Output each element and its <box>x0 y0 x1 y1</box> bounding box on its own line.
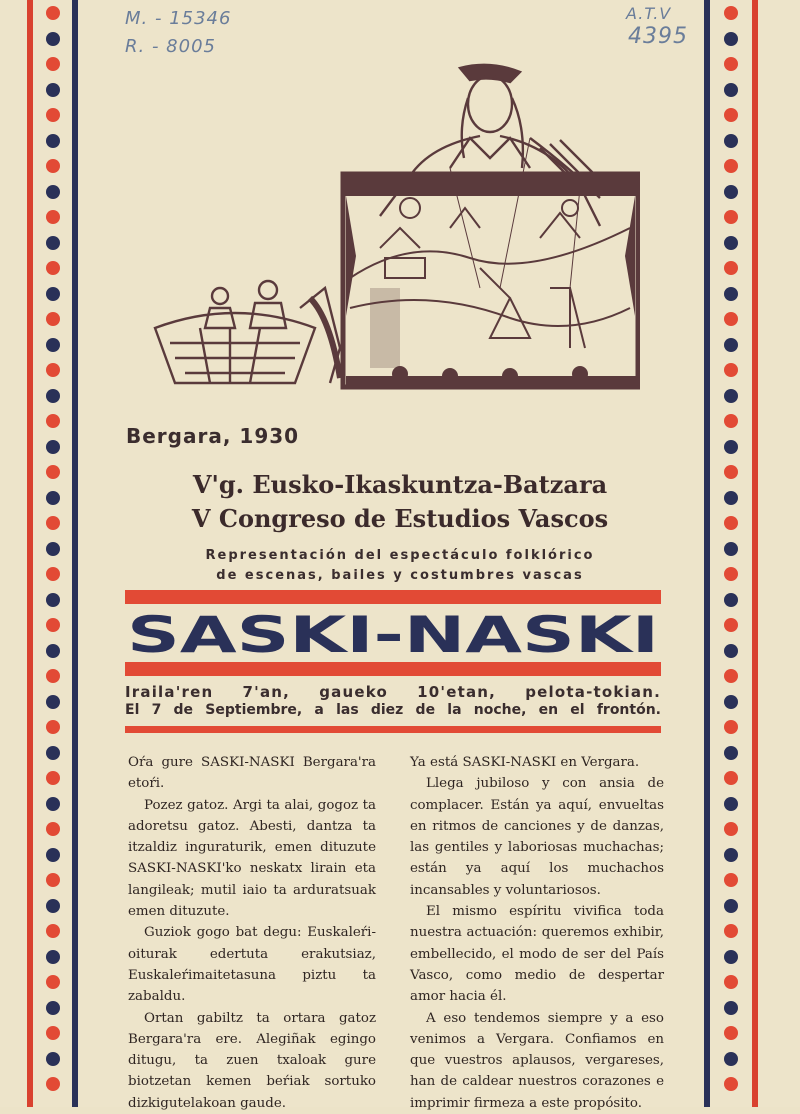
red-band-top <box>125 590 661 604</box>
border-dot <box>724 185 738 199</box>
border-dot <box>46 261 60 275</box>
border-dot <box>724 159 738 173</box>
basque-paragraph: Guziok gogo bat degu: Euskaleŕi-oiturak edertuta erakutsiaz, Euskaleŕimaitetasuna piztu ta zabaldu. <box>128 925 376 1005</box>
spanish-text-column <box>410 752 664 1114</box>
border-dot <box>46 669 60 683</box>
basque-text-column <box>128 752 376 1114</box>
basque-paragraph: Ortan gabiltz ta ortara gatoz Bergara'ra ere. Alegiñak egingo ditugu, ta zuen txaloak gure biotzetan kemen beŕiak sortuko dizkigutelakoan gaude. <box>128 1010 376 1111</box>
border-dot <box>46 695 60 709</box>
border-dot <box>46 644 60 658</box>
border-dot <box>724 644 738 658</box>
border-dot <box>724 975 738 989</box>
subtitle-line-2: de escenas, bailes y costumbres vascas <box>216 568 584 583</box>
border-dot <box>46 312 60 326</box>
border-dot <box>46 236 60 250</box>
border-dot <box>46 185 60 199</box>
border-dot <box>724 440 738 454</box>
place-year-heading: Bergara, 1930 <box>126 424 300 448</box>
border-dot <box>46 32 60 46</box>
show-name-banner <box>125 610 661 658</box>
archive-mark-2: R. - 8005 <box>125 36 216 57</box>
border-dot <box>724 618 738 632</box>
border-dot <box>46 1052 60 1066</box>
border-dot <box>724 720 738 734</box>
border-dot <box>724 312 738 326</box>
border-dot <box>46 6 60 20</box>
border-dot <box>724 57 738 71</box>
basque-congress-title: V'g. Eusko-Ikaskuntza-Batzara <box>192 470 608 499</box>
spanish-congress-title: V Congreso de Estudios Vascos <box>191 504 609 533</box>
border-dot <box>724 695 738 709</box>
border-dot <box>46 746 60 760</box>
border-dot <box>46 1077 60 1091</box>
border-dot <box>46 899 60 913</box>
puppet-theatre-illustration <box>150 58 640 393</box>
border-dot <box>46 848 60 862</box>
border-dot <box>46 873 60 887</box>
border-dot <box>724 669 738 683</box>
border-dot <box>724 1001 738 1015</box>
border-dot <box>724 797 738 811</box>
border-dot <box>724 389 738 403</box>
border-dot <box>46 338 60 352</box>
border-dot <box>46 83 60 97</box>
border-dot <box>724 83 738 97</box>
border-dot <box>46 57 60 71</box>
border-dot <box>724 950 738 964</box>
border-dot <box>724 363 738 377</box>
border-dot <box>46 389 60 403</box>
border-dot <box>724 236 738 250</box>
border-dot <box>724 822 738 836</box>
border-dot <box>46 440 60 454</box>
event-line-basque: Iraila'ren 7'an, gaueko 10'etan, pelota-tokian. <box>125 683 661 701</box>
event-line-spanish: El 7 de Septiembre, a las diez de la noche, en el frontón. <box>125 702 661 718</box>
border-dot <box>46 771 60 785</box>
border-dot <box>724 6 738 20</box>
border-dot <box>46 108 60 122</box>
show-name-text: SASKI-NASKI <box>127 610 659 658</box>
border-dot <box>46 950 60 964</box>
border-dot <box>724 287 738 301</box>
border-dot <box>46 363 60 377</box>
border-dot <box>724 899 738 913</box>
spanish-paragraph: El mismo espíritu vivifica toda nuestra actuación: queremos exhibir, embellecido, el modo de ser del País Vasco, como medio de despertar amor hacia él. <box>410 904 664 1005</box>
spanish-paragraph: Llega jubiloso y con ansia de complacer. Están ya aquí, envueltas en ritmos de canciones y de danzas, las gentiles y laboriosas muchachas; están ya aquí los muchachos incansables y voluntariosos. <box>410 776 664 898</box>
border-dot <box>724 1077 738 1091</box>
border-dot <box>46 593 60 607</box>
border-dot <box>46 797 60 811</box>
basque-paragraph: Oŕa gure SASKI-NASKI Bergara'ra etoŕi. <box>128 755 376 792</box>
border-dot <box>724 32 738 46</box>
border-dot <box>724 261 738 275</box>
border-dot <box>724 338 738 352</box>
border-dot <box>46 618 60 632</box>
border-dot <box>724 848 738 862</box>
border-dot <box>724 746 738 760</box>
spanish-paragraph: Ya está SASKI-NASKI en Vergara. <box>410 755 640 770</box>
border-dot <box>724 108 738 122</box>
archive-mark-1: M. - 15346 <box>125 8 232 29</box>
border-dot <box>46 924 60 938</box>
red-rule <box>125 726 661 733</box>
border-dot <box>46 822 60 836</box>
border-dot <box>724 593 738 607</box>
subtitle-line-1: Representación del espectáculo folklórico <box>205 548 595 563</box>
border-dot <box>724 771 738 785</box>
border-dot <box>724 414 738 428</box>
border-dot <box>46 1001 60 1015</box>
border-dot <box>46 210 60 224</box>
spanish-paragraph: A eso tendemos siempre y a eso venimos a Vergara. Confiamos en que vuestros aplausos, vergareses, han de caldear nuestros corazones e imprimir firmeza a este propósito. <box>410 1010 664 1111</box>
border-dot <box>46 287 60 301</box>
border-dot <box>46 414 60 428</box>
basque-paragraph: Pozez gatoz. Argi ta alai, gogoz ta adoretsu gatoz. Abesti, dantza ta itzaldiz inguraturik, emen dituzute SASKI-NASKI'ko neskatx lirain eta langileak; mutil iaio ta arduratsuak emen dituzute. <box>128 797 376 920</box>
archive-mark-3: A.T.V <box>626 4 672 23</box>
border-dot <box>724 1052 738 1066</box>
border-dot <box>724 924 738 938</box>
border-dot <box>46 975 60 989</box>
archive-mark-4: 4395 <box>628 24 688 49</box>
border-dot <box>724 134 738 148</box>
border-dot <box>724 210 738 224</box>
border-dot <box>46 134 60 148</box>
border-dot <box>46 720 60 734</box>
red-band-bottom <box>125 662 661 676</box>
border-dot <box>724 873 738 887</box>
border-dot <box>46 159 60 173</box>
border-dot <box>724 1026 738 1040</box>
border-dot <box>46 1026 60 1040</box>
